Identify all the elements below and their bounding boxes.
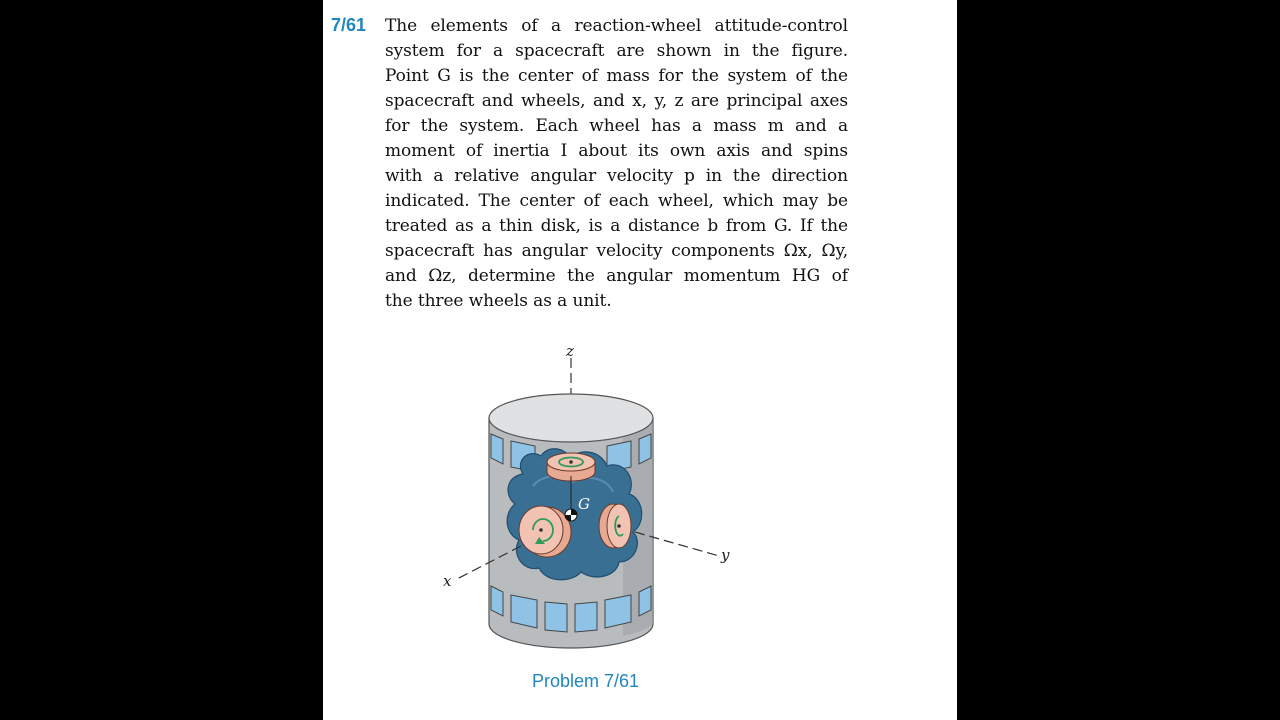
right-wheel [599, 504, 631, 548]
statement-line: system for a spacecraft are shown in the figure. [385, 41, 848, 61]
statement-line: for the system. Each wheel has a mass m and a [385, 116, 848, 136]
statement-line: The elements of a reaction-wheel attitude-control [385, 16, 848, 36]
statement-line: indicated. The center of each wheel, which may be [385, 191, 848, 211]
statement-line: moment of inertia I about its own axis and spins [385, 141, 848, 161]
x-axis-label: x [443, 572, 452, 590]
cylinder-top [489, 394, 653, 442]
y-axis-label: y [721, 546, 730, 564]
statement-line: spacecraft has angular velocity components Ωx, Ωy, [385, 241, 848, 261]
statement-line: with a relative angular velocity p in the direction [385, 166, 848, 186]
statement-line: the three wheels as a unit. [385, 291, 612, 311]
statement-line: and Ωz, determine the angular momentum HG of [385, 266, 848, 286]
statement-line: Point G is the center of mass for the system of the [385, 66, 848, 86]
center-label: G [578, 495, 590, 513]
spacecraft-figure [423, 336, 743, 656]
center-of-mass-symbol [565, 509, 577, 521]
figure-caption: Problem 7/61 [532, 671, 640, 691]
statement-line: treated as a thin disk, is a distance b from G. If the [385, 216, 848, 236]
statement-line: spacecraft and wheels, and x, y, z are principal axes [385, 91, 848, 111]
z-axis-label: z [566, 342, 574, 360]
problem-number: 7/61 [331, 15, 367, 35]
textbook-page [323, 0, 957, 720]
problem-statement [385, 14, 848, 314]
